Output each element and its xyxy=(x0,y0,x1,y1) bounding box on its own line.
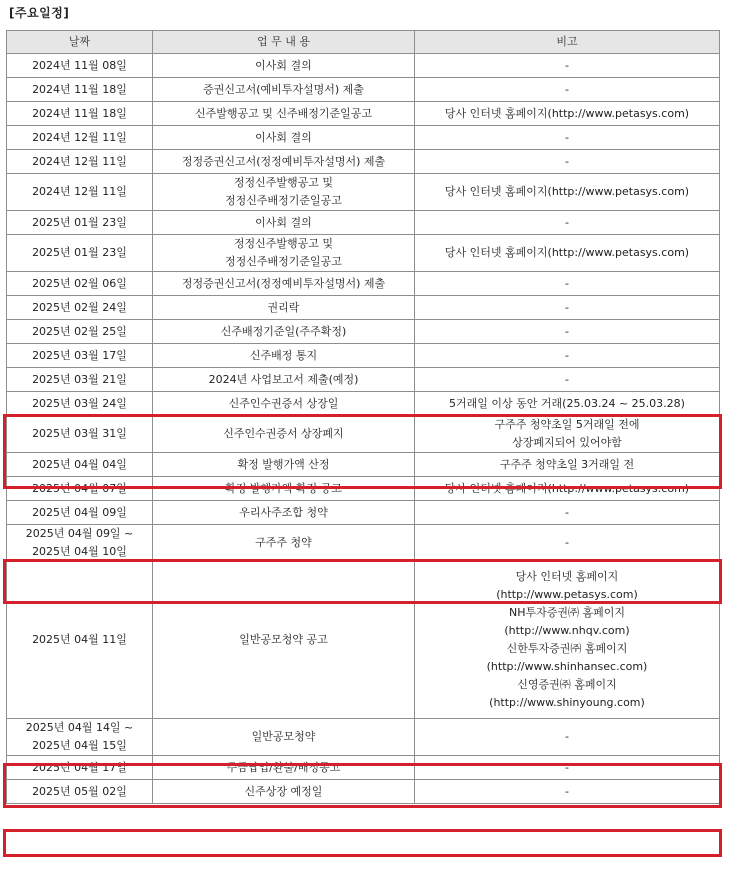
cell-note-line: 신영증권㈜ 홈페이지 xyxy=(517,678,617,691)
cell-date-line: 2025년 02월 25일 xyxy=(32,324,127,338)
table-row xyxy=(7,54,720,78)
cell-note xyxy=(415,562,720,719)
cell-task xyxy=(153,780,415,804)
table-row xyxy=(7,272,720,296)
cell-task-line: 확정 발행가액 산정 xyxy=(237,457,330,471)
cell-date-line: 2025년 04월 04일 xyxy=(32,457,127,471)
cell-date xyxy=(7,102,153,126)
cell-date xyxy=(7,756,153,780)
cell-task xyxy=(153,235,415,272)
cell-note-line: 당사 인터넷 홈페이지(http://www.petasys.com) xyxy=(444,106,690,120)
cell-date-line: 2024년 11월 08일 xyxy=(32,58,127,72)
cell-task-line: 정정신주배정기준일공고 xyxy=(225,194,342,207)
cell-task-line: 일반공모청약 공고 xyxy=(239,633,328,646)
cell-date xyxy=(7,235,153,272)
cell-task xyxy=(153,296,415,320)
cell-note-line: - xyxy=(565,82,569,96)
cell-note-line: (http://www.petasys.com) xyxy=(496,588,638,601)
cell-task xyxy=(153,272,415,296)
cell-date xyxy=(7,562,153,719)
cell-date xyxy=(7,392,153,416)
table-row xyxy=(7,344,720,368)
cell-note xyxy=(415,54,720,78)
cell-date xyxy=(7,344,153,368)
cell-note-line: 5거래일 이상 동안 거래(25.03.24 ~ 25.03.28) xyxy=(449,396,685,410)
cell-note-line: 구주주 청약초일 5거래일 전에 xyxy=(494,418,640,431)
cell-task xyxy=(153,756,415,780)
cell-task-line: 구주주 청약 xyxy=(255,536,312,549)
cell-note-line: - xyxy=(565,300,569,314)
cell-date-line: 2025년 03월 21일 xyxy=(32,372,127,386)
table-row xyxy=(7,501,720,525)
cell-task xyxy=(153,320,415,344)
table-row xyxy=(7,416,720,453)
cell-date-line: 2025년 05월 02일 xyxy=(32,784,127,798)
cell-task-line: 정정증권신고서(정정예비투자설명서) 제출 xyxy=(181,154,386,168)
cell-task xyxy=(153,501,415,525)
cell-task xyxy=(153,150,415,174)
cell-date-line: 2025년 04월 09일 ~ xyxy=(25,527,134,540)
cell-task-line: 신주인수권증서 상장폐지 xyxy=(223,427,344,440)
cell-note-line: 구주주 청약초일 3거래일 전 xyxy=(499,457,635,471)
cell-date-line: 2025년 03월 24일 xyxy=(32,396,127,410)
cell-note xyxy=(415,453,720,477)
cell-note-line: - xyxy=(565,784,569,798)
cell-date-line: 2025년 04월 15일 xyxy=(32,739,127,752)
header-row xyxy=(7,31,720,54)
header-date: 날짜 xyxy=(7,31,153,54)
cell-task-line: 정정신주발행공고 및 xyxy=(233,176,334,189)
cell-date xyxy=(7,174,153,211)
cell-note-line: - xyxy=(565,130,569,144)
cell-date xyxy=(7,501,153,525)
cell-note xyxy=(415,392,720,416)
cell-note xyxy=(415,501,720,525)
cell-note xyxy=(415,235,720,272)
cell-task-line: 이사회 결의 xyxy=(255,130,312,144)
cell-date-line: 2025년 02월 24일 xyxy=(32,300,127,314)
cell-date-line: 2025년 04월 09일 xyxy=(32,505,127,519)
cell-note xyxy=(415,174,720,211)
cell-note-line: 상장폐지되어 있어야함 xyxy=(512,436,622,449)
cell-date-line: 2025년 02월 06일 xyxy=(32,276,127,290)
cell-task-line: 일반공모청약 xyxy=(251,730,316,743)
cell-date-line: 2024년 11월 18일 xyxy=(32,106,127,120)
cell-task-line: 증권신고서(예비투자설명서) 제출 xyxy=(203,82,364,96)
table-row xyxy=(7,392,720,416)
cell-task-line: 신주상장 예정일 xyxy=(244,784,323,798)
section-title: [주요일정] xyxy=(9,6,70,20)
cell-task xyxy=(153,126,415,150)
cell-note xyxy=(415,150,720,174)
cell-note xyxy=(415,477,720,501)
cell-date-line: 2025년 04월 07일 xyxy=(32,481,127,495)
cell-note xyxy=(415,296,720,320)
cell-note-line: (http://www.shinhansec.com) xyxy=(486,660,648,673)
cell-task xyxy=(153,344,415,368)
cell-note xyxy=(415,344,720,368)
table-row xyxy=(7,126,720,150)
cell-date xyxy=(7,150,153,174)
cell-task xyxy=(153,392,415,416)
cell-note xyxy=(415,78,720,102)
highlight-box-listing-date xyxy=(3,829,722,857)
table-row xyxy=(7,211,720,235)
cell-note-line: - xyxy=(565,324,569,338)
table-row xyxy=(7,235,720,272)
cell-note-line: - xyxy=(565,536,569,549)
cell-date xyxy=(7,272,153,296)
cell-note-line: 당사 인터넷 홈페이지(http://www.petasys.com) xyxy=(444,246,690,259)
cell-note-line: - xyxy=(565,372,569,386)
cell-task xyxy=(153,416,415,453)
cell-note xyxy=(415,780,720,804)
cell-date xyxy=(7,780,153,804)
cell-task xyxy=(153,562,415,719)
cell-task-line: 신주인수권증서 상장일 xyxy=(228,396,339,410)
cell-task-line: 2024년 사업보고서 제출(예정) xyxy=(208,372,359,386)
cell-date xyxy=(7,78,153,102)
cell-task xyxy=(153,102,415,126)
cell-date-line: 2024년 11월 18일 xyxy=(32,82,127,96)
cell-task xyxy=(153,211,415,235)
header-task: 업 무 내 용 xyxy=(153,31,415,54)
cell-note xyxy=(415,272,720,296)
cell-date xyxy=(7,211,153,235)
cell-note xyxy=(415,756,720,780)
cell-date xyxy=(7,126,153,150)
cell-date-line: 2025년 04월 14일 ~ xyxy=(25,721,134,734)
table-row xyxy=(7,562,720,719)
cell-task xyxy=(153,453,415,477)
cell-date-line: 2025년 01월 23일 xyxy=(32,246,127,259)
cell-date xyxy=(7,296,153,320)
table-row xyxy=(7,174,720,211)
cell-note-line: - xyxy=(565,276,569,290)
table-row xyxy=(7,719,720,756)
cell-task-line: 신주배정 통지 xyxy=(249,348,318,362)
cell-note-line: - xyxy=(565,505,569,519)
cell-task-line: 확정 발행가액 확정 공고 xyxy=(225,481,342,495)
cell-task-line: 정정신주발행공고 및 xyxy=(233,237,334,250)
cell-date xyxy=(7,453,153,477)
cell-date xyxy=(7,525,153,562)
cell-task-line: 주금납입/환불/배정공고 xyxy=(226,760,341,774)
cell-date xyxy=(7,54,153,78)
cell-note-line: - xyxy=(565,215,569,229)
cell-date-line: 2025년 04월 10일 xyxy=(32,545,127,558)
cell-task xyxy=(153,477,415,501)
cell-task-line: 정정신주배정기준일공고 xyxy=(225,255,342,268)
cell-date-line: 2024년 12월 11일 xyxy=(32,185,127,198)
table-row xyxy=(7,78,720,102)
table-row xyxy=(7,477,720,501)
cell-date-line: 2025년 04월 17일 xyxy=(32,760,127,774)
cell-note-line: 당사 인터넷 홈페이지(http://www.petasys.com) xyxy=(444,481,690,495)
cell-date-line: 2025년 03월 31일 xyxy=(32,427,127,440)
cell-date xyxy=(7,719,153,756)
cell-date xyxy=(7,368,153,392)
table-row xyxy=(7,453,720,477)
cell-task-line: 신주발행공고 및 신주배정기준일공고 xyxy=(194,106,372,120)
cell-note-line: - xyxy=(565,154,569,168)
cell-note xyxy=(415,211,720,235)
cell-note-line: - xyxy=(565,58,569,72)
cell-note-line: 당사 인터넷 홈페이지 xyxy=(515,570,619,583)
cell-task xyxy=(153,368,415,392)
table-row xyxy=(7,102,720,126)
cell-task xyxy=(153,719,415,756)
cell-note-line: NH투자증권㈜ 홈페이지 xyxy=(508,606,625,619)
table-row xyxy=(7,780,720,804)
cell-note-line: 신한투자증권㈜ 홈페이지 xyxy=(506,642,628,655)
cell-date xyxy=(7,320,153,344)
cell-note xyxy=(415,320,720,344)
header-note: 비고 xyxy=(415,31,720,54)
cell-task-line: 정정증권신고서(정정예비투자설명서) 제출 xyxy=(181,276,386,290)
cell-date-line: 2025년 03월 17일 xyxy=(32,348,127,362)
cell-task xyxy=(153,78,415,102)
cell-note-line: - xyxy=(565,730,569,743)
cell-date xyxy=(7,416,153,453)
cell-note xyxy=(415,525,720,562)
cell-note xyxy=(415,416,720,453)
cell-note-line: 당사 인터넷 홈페이지(http://www.petasys.com) xyxy=(444,185,690,198)
cell-task-line: 신주배정기준일(주주확정) xyxy=(220,324,347,338)
cell-task xyxy=(153,174,415,211)
cell-date-line: 2024년 12월 11일 xyxy=(32,154,127,168)
cell-note xyxy=(415,126,720,150)
table-row xyxy=(7,368,720,392)
table-row xyxy=(7,150,720,174)
cell-task-line: 이사회 결의 xyxy=(255,215,312,229)
cell-note-line: - xyxy=(565,348,569,362)
cell-task-line: 권리락 xyxy=(267,300,300,314)
cell-task xyxy=(153,54,415,78)
cell-date-line: 2024년 12월 11일 xyxy=(32,130,127,144)
cell-note xyxy=(415,719,720,756)
cell-note xyxy=(415,368,720,392)
cell-task-line: 우리사주조합 청약 xyxy=(239,505,328,519)
schedule-table xyxy=(6,30,720,804)
cell-task-line: 이사회 결의 xyxy=(255,58,312,72)
table-row xyxy=(7,525,720,562)
cell-task xyxy=(153,525,415,562)
cell-note-line: - xyxy=(565,760,569,774)
table-row xyxy=(7,320,720,344)
cell-note xyxy=(415,102,720,126)
cell-note-line: (http://www.nhqv.com) xyxy=(504,624,630,637)
cell-date xyxy=(7,477,153,501)
table-row xyxy=(7,756,720,780)
cell-date-line: 2025년 04월 11일 xyxy=(32,633,127,646)
cell-note-line: (http://www.shinyoung.com) xyxy=(489,696,645,709)
table-row xyxy=(7,296,720,320)
cell-date-line: 2025년 01월 23일 xyxy=(32,215,127,229)
